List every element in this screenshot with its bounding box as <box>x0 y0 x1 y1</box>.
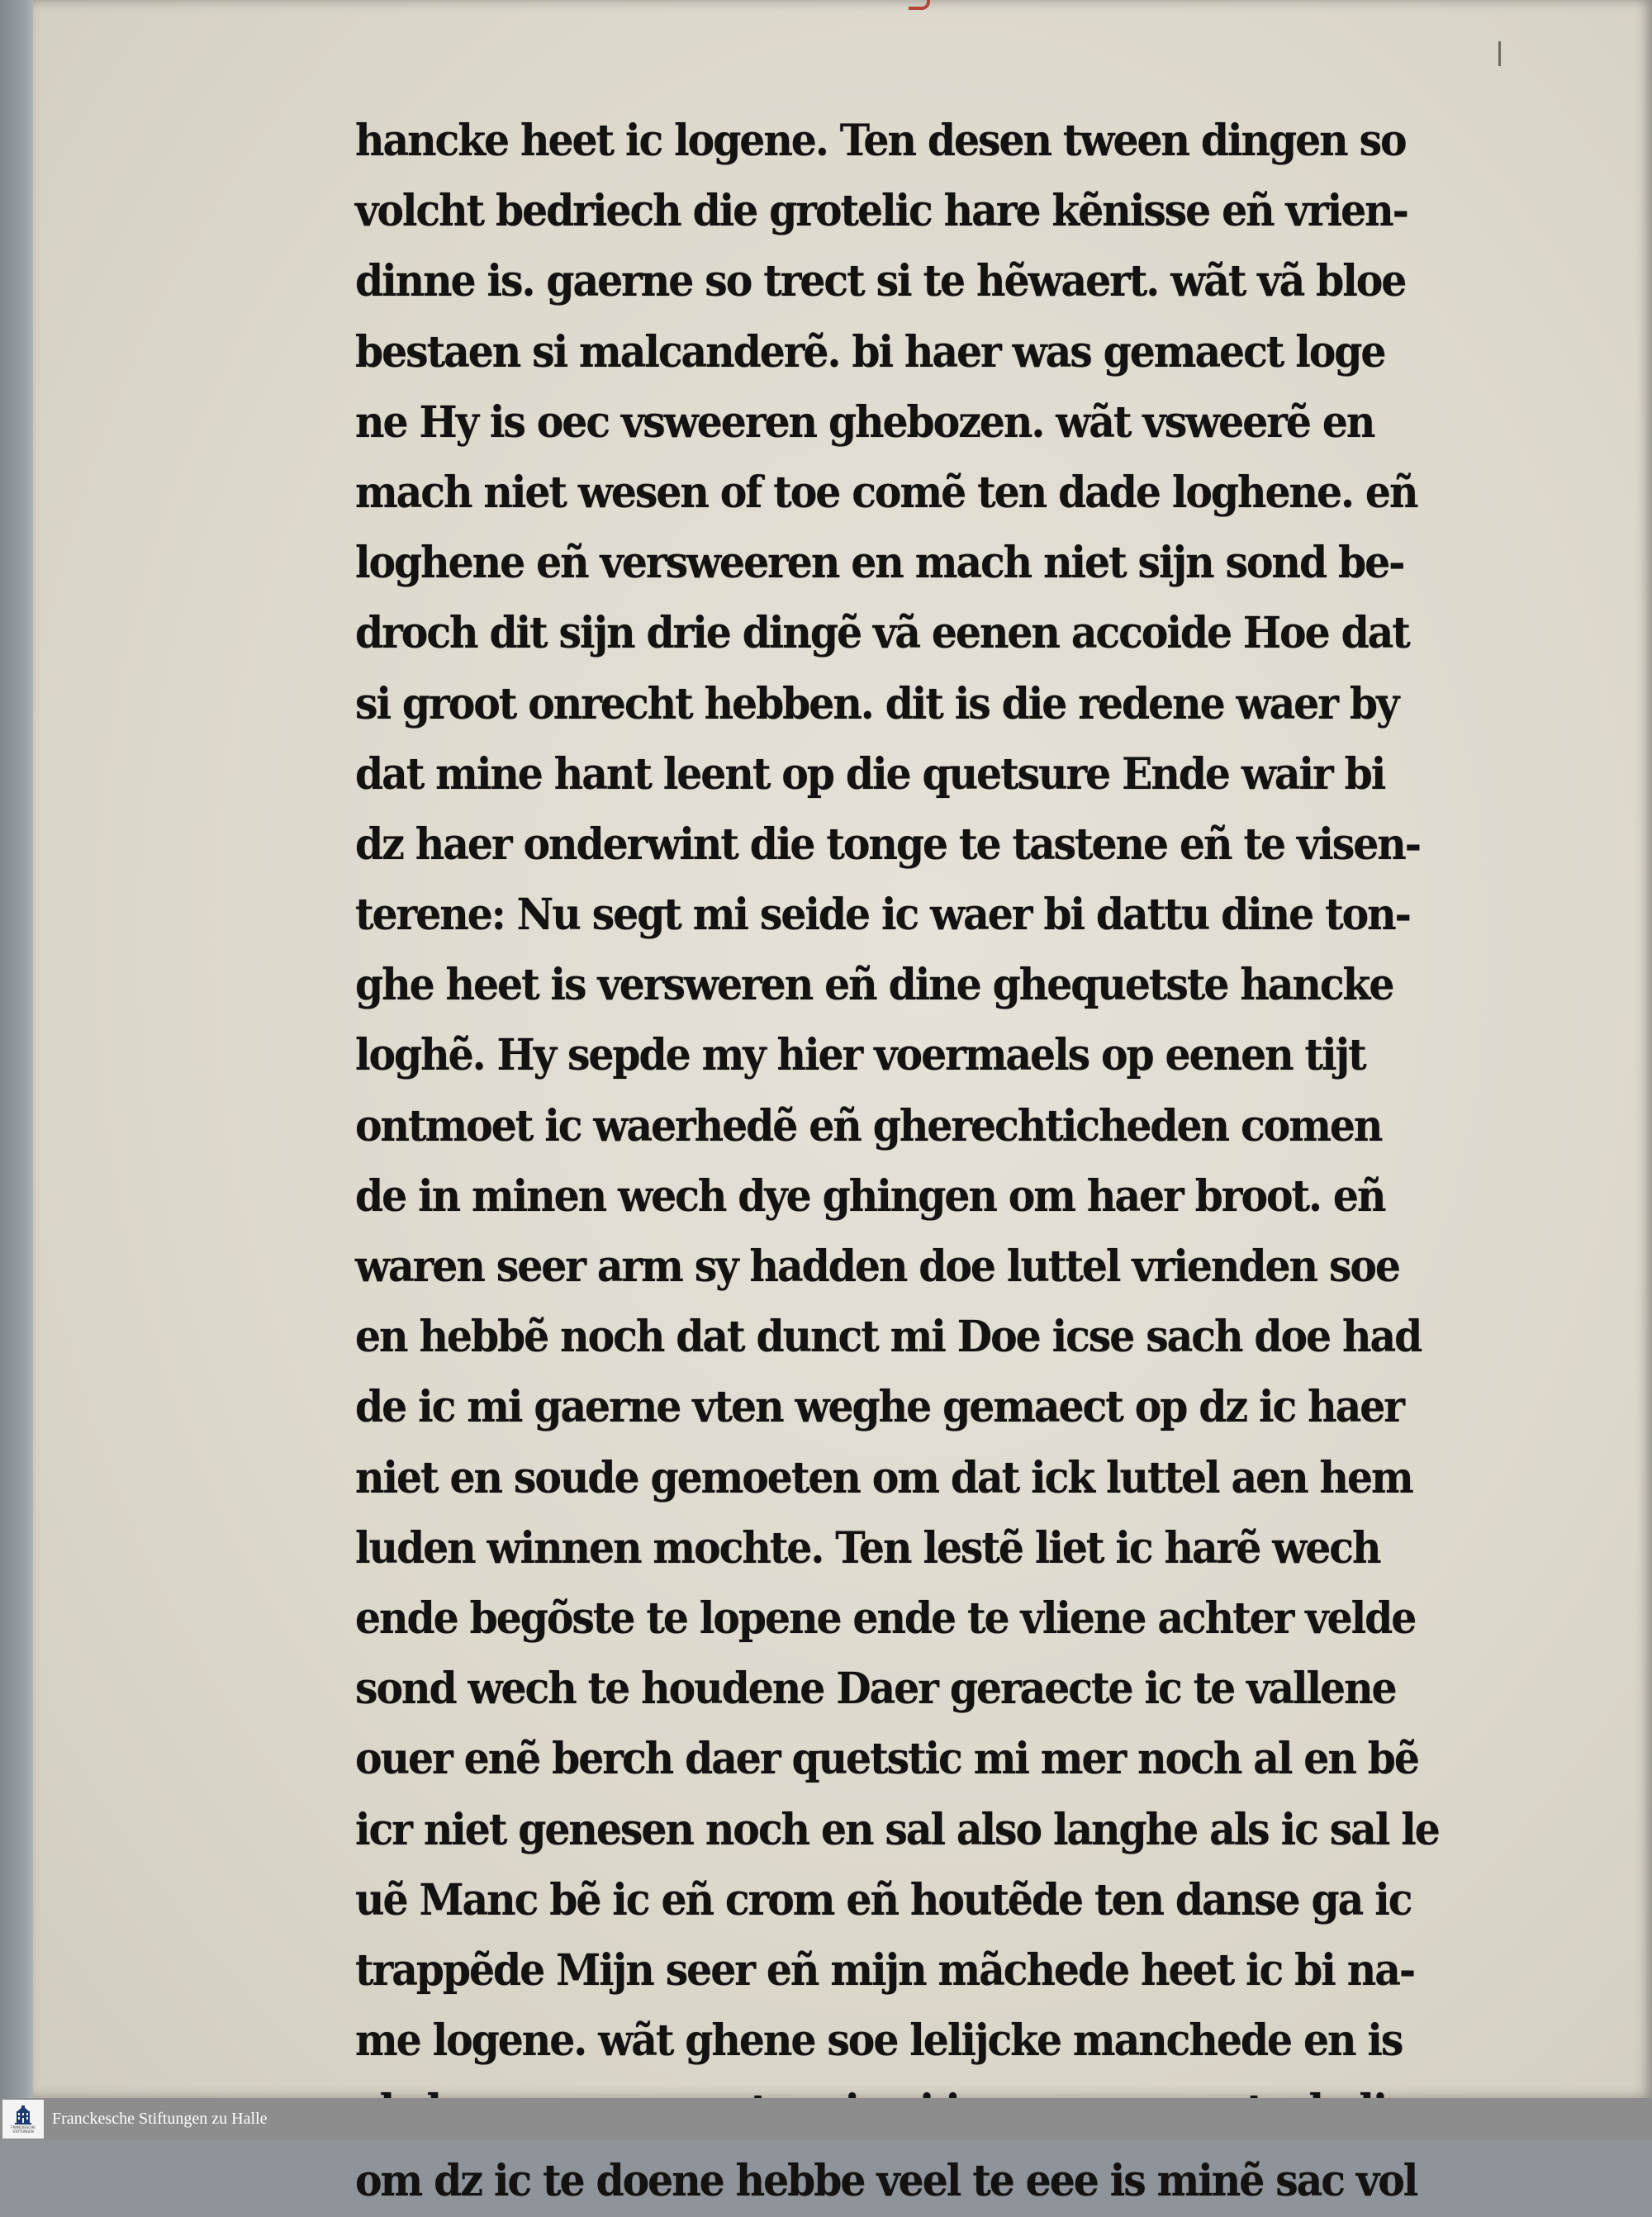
text-line <box>355 2146 1503 2216</box>
text-line <box>355 1724 1503 1794</box>
text-line-content: volcht bedriech die grotelic hare kẽnisse eñ vrien- <box>355 186 1408 237</box>
margin-mark <box>1498 41 1501 66</box>
text-line <box>355 387 1503 458</box>
text-line-content: terene: Nu segt mi seide ic waer bi dattu dine ton- <box>355 890 1410 941</box>
text-line <box>355 1232 1503 1302</box>
red-rubric-mark <box>909 0 930 10</box>
text-line <box>355 1583 1503 1654</box>
text-line-content: ende begõste te lopene ende te vliene achter velde <box>355 1593 1416 1644</box>
text-line-content: om dz ic te doene hebbe veel te eee is minẽ sac vol <box>355 2156 1417 2207</box>
text-line <box>355 176 1503 246</box>
footer-bar <box>0 2098 1652 2140</box>
text-line-content: ghe heet is versweren eñ dine ghequetste hancke <box>355 960 1393 1011</box>
text-line-content: de in minen wech dye ghingen om haer broot. eñ <box>355 1170 1385 1222</box>
text-line <box>355 880 1503 950</box>
blackletter-text-block <box>355 106 1503 2217</box>
text-line <box>355 1935 1503 2006</box>
text-line <box>355 669 1503 739</box>
text-line-content: sond wech te houdene Daer geraecte ic te vallene <box>355 1664 1396 1715</box>
text-line-content: dinne is. gaerne so trect si te hẽwaert. wãt vã bloe <box>355 256 1406 307</box>
text-line-content: droch dit sijn drie dingẽ vã eenen accoide Hoe dat <box>355 608 1409 659</box>
text-line <box>355 317 1503 387</box>
text-line <box>355 1795 1503 1865</box>
text-line-content: mach niet wesen of toe comẽ ten dade loghene. eñ <box>355 467 1417 518</box>
text-line <box>355 1091 1503 1161</box>
text-line <box>355 1020 1503 1090</box>
text-line-content: dat mine hant leent op die quetsure Ende wair bi <box>355 748 1385 800</box>
text-line <box>355 1302 1503 1372</box>
text-line-content: ne Hy is oec vsweeren ghebozen. wãt vsweerẽ en <box>355 396 1374 448</box>
text-line <box>355 458 1503 528</box>
text-line-content: bestaen si malcanderẽ. bi haer was gemaect loge <box>355 326 1385 377</box>
text-line-content: de ic mi gaerne vten weghe gemaect op dz ic haer <box>355 1382 1403 1433</box>
text-line <box>355 2006 1503 2076</box>
text-line <box>355 1372 1503 1442</box>
text-line <box>355 106 1503 176</box>
logo-caption: FRANCKESCHE STIFTUNGEN <box>11 2124 36 2134</box>
institution-logo <box>2 2100 44 2139</box>
text-line-content: ouer enẽ berch daer quetstic mi mer noch al en bẽ <box>355 1734 1418 1785</box>
text-line-content: luden winnen mochte. Ten lestẽ liet ic harẽ wech <box>355 1522 1380 1574</box>
text-line <box>355 246 1503 316</box>
text-line <box>355 1161 1503 1232</box>
text-line-content: dz haer onderwint die tonge te tastene eñ te visen- <box>355 819 1420 870</box>
text-line-content: loghene eñ versweeren en mach niet sijn sond be- <box>355 538 1404 589</box>
text-line <box>355 739 1503 809</box>
text-line-content: hancke heet ic logene. Ten desen tween dingen so <box>355 116 1406 166</box>
text-line-content: icr niet genesen noch en sal also langhe als ic sal le <box>355 1804 1439 1855</box>
text-line <box>355 950 1503 1020</box>
text-line-content: trappẽde Mijn seer eñ mijn mãchede heet ic bi na- <box>355 1944 1415 1996</box>
institution-name: Franckesche Stiftungen zu Halle <box>52 2110 268 2128</box>
text-line <box>355 1443 1503 1513</box>
text-line <box>355 1865 1503 1935</box>
text-line-content: si groot onrecht hebben. dit is die redene waer by <box>355 678 1398 729</box>
orphanage-building-icon <box>14 2105 32 2125</box>
text-line <box>355 1513 1503 1583</box>
text-line <box>355 1654 1503 1724</box>
text-line-content: waren seer arm sy hadden doe luttel vrienden soe <box>355 1241 1399 1292</box>
text-line <box>355 528 1503 598</box>
text-line-content: loghẽ. Hy sepde my hier voermaels op eenen tijt <box>355 1030 1365 1081</box>
text-line <box>355 598 1503 668</box>
text-line <box>355 809 1503 880</box>
text-line-content: niet en soude gemoeten om dat ick luttel aen hem <box>355 1452 1412 1503</box>
text-line-content: ontmoet ic waerhedẽ eñ gherechticheden comen <box>355 1100 1382 1151</box>
text-line-content: uẽ Manc bẽ ic eñ crom eñ houtẽde ten danse ga ic <box>355 1874 1412 1925</box>
text-line-content: en hebbẽ noch dat dunct mi Doe icse sach doe had <box>355 1312 1422 1363</box>
text-line-content: me logene. wãt ghene soe lelijcke manchede en is <box>355 2015 1403 2067</box>
